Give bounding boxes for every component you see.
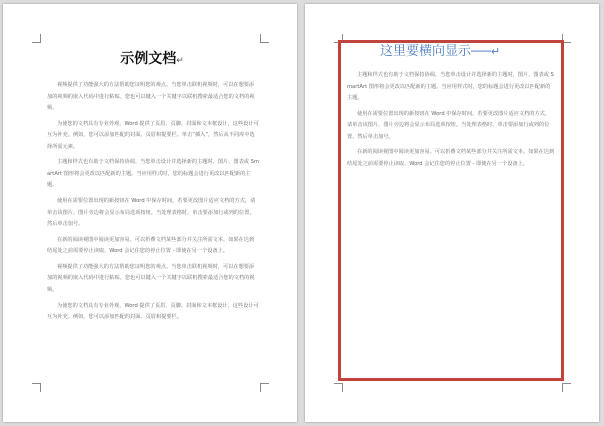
left-page-body [47, 80, 259, 328]
body-paragraph: 使用在需要位置出现的新按钮在 Word 中保存时间。若要更改图片适应文档的方式，请单击该图片，图片旁边将会显示布局选项按钮。当处理表格时，单击要添加行或列的位置，然后单击加号。 [47, 198, 256, 228]
paragraph-mark-icon: ↵ [176, 56, 184, 66]
document-title-text: 示例文档 [120, 51, 177, 67]
body-paragraph: 在新的阅读视图中阅读更加容易。可以折叠文档某些部分并关注所需文本。如果在达到结尾处之前需要停止读取，Word 会记住您的停止位置 - 即使在另一个设备上。 [47, 236, 255, 255]
crop-mark-top-left [32, 34, 41, 43]
crop-mark-bottom-left [32, 383, 41, 392]
body-paragraph: 使用在需要位置出现的新按钮在 Word 中保存时间。若要更改图片适应文档的方式，请单击该图片，图片旁边将会显示布局选项按钮。当处理表格时，单击要添加行或列的位置，然后单击加号。 [347, 110, 551, 140]
right-page-body [347, 70, 555, 174]
document-page-right [305, 4, 599, 422]
crop-mark-top-right [260, 34, 269, 43]
body-paragraph: 在新的阅读视图中阅读更加容易。可以折叠文档某些部分并关注所需文本。如果在达到结尾处之前需要停止读取，Word 会记住您的停止位置 - 即使在另一个设备上。 [347, 149, 555, 167]
body-paragraph: 为使您的文档具有专业外观，Word 提供了页眉、页脚、封面和文本框设计，这些设计可互为补充。例如，您可以添加匹配的封面、页眉和提要栏。单击“插入”，然后从不同库中选择所需元素。 [47, 120, 259, 150]
side-title-text: 这里要横向显示 [380, 44, 472, 59]
document-title [41, 51, 263, 69]
body-paragraph: 主题和样式也有助于文档保持协调。当您单击设计并选择新的主题时，图片、图表或 SmartArt 图形将会更改以匹配新的主题。当应用样式时，您的标题会进行更改以匹配新的主题。 [347, 72, 554, 101]
side-title [380, 44, 500, 60]
body-paragraph: 主题和样式也有助于文档保持协调。当您单击设计并选择新的主题时，图片、图表或 SmartArt 图形将会更改以匹配新的主题。当应用样式时，您的标题会进行更改以匹配新的主题。 [47, 159, 259, 189]
body-paragraph: 视频提供了功能强大的方法帮助您证明您的观点。当您单击联机视频时，可以在想要添加的视频的嵌入代码中进行粘贴。您也可以键入一个关键字以联机搜索最适合您的文档的视频。 [47, 263, 255, 293]
crop-mark-bottom-right [562, 383, 571, 392]
arrow-line-icon: ───↵ [471, 45, 501, 58]
body-paragraph: 为使您的文档具有专业外观，Word 提供了页眉、页脚、封面和文本框设计，这些设计可互为补充。例如，您可以添加匹配的封面、页眉和提要栏。 [47, 302, 259, 321]
body-paragraph: 视频提供了功能强大的方法帮助您证明您的观点。当您单击联机视频时，可以在想要添加的视频的嵌入代码中进行粘贴。您也可以键入一个关键字以联机搜索最适合您的文档的视频。 [47, 82, 255, 111]
crop-mark-bottom-left [334, 383, 343, 392]
crop-mark-bottom-right [260, 383, 269, 392]
document-page-left [3, 4, 297, 422]
